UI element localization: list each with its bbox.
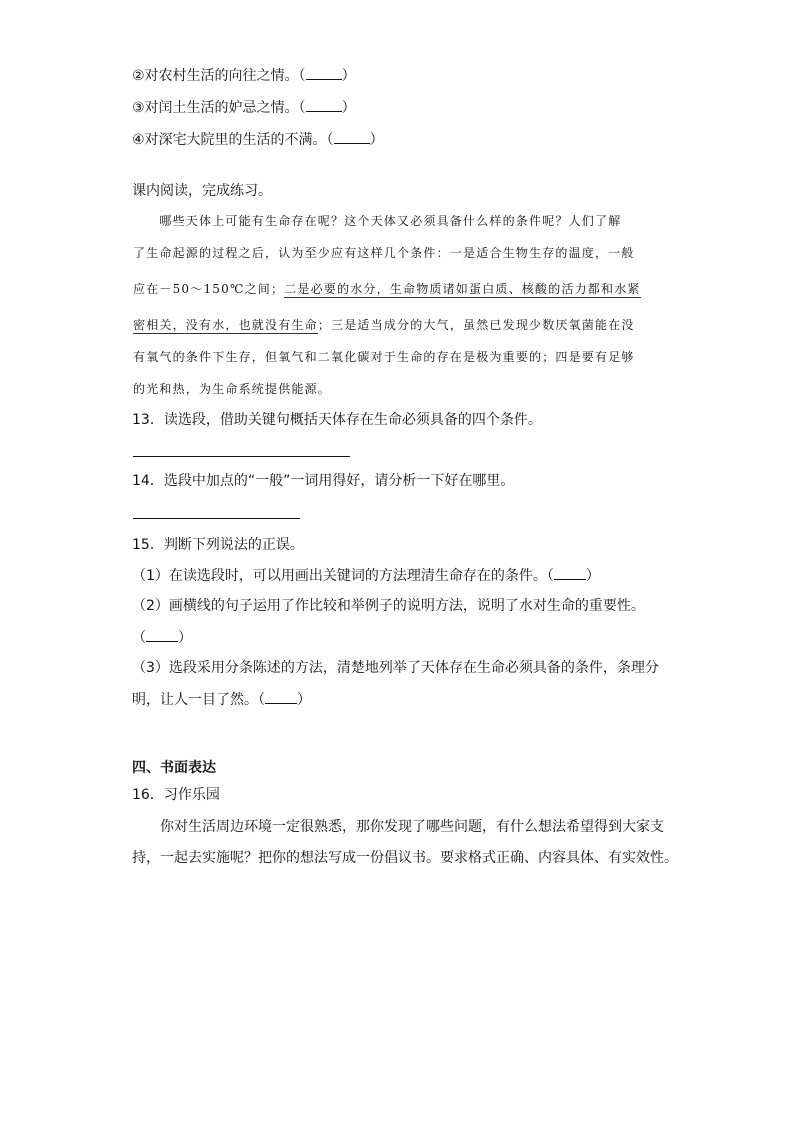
q12-item-2 [132, 66, 356, 85]
statement-3-text: 明，让人一目了然。（ [132, 692, 265, 708]
passage-line-3 [133, 281, 641, 297]
question-16-prompt-line-2: 持，一起去实施呢？把你的想法写成一份倡议书。要求格式正确、内容具体、有实效性。 [132, 850, 678, 866]
passage-line-3-a: 应在－50～150℃之间； [133, 282, 285, 296]
passage-line-5: 有氧气的条件下生存，但氧气和二氧化碳对于生命的存在是极为重要的；四是要有足够 [133, 350, 635, 364]
bracket-close: ） [341, 100, 356, 116]
q12-item-4-text: ④对深宅大院里的生活的不满。（ [132, 132, 334, 148]
answer-blank[interactable] [146, 628, 178, 642]
q12-item-2-text: ②对农村生活的向往之情。（ [132, 68, 306, 84]
passage-line-4 [133, 317, 635, 333]
question-16: 16．习作乐园 [132, 787, 220, 803]
answer-blank[interactable] [265, 690, 297, 704]
question-14: 14．选段中加点的“一般”一词用得好，请分析一下好在哪里。 [132, 473, 515, 489]
q12-item-3-text: ③对闰土生活的妒忌之情。（ [132, 100, 306, 116]
question-15-statement-2-bracket [132, 628, 192, 647]
passage-line-1: 哪些天体上可能有生命存在呢？这个天体又必须具备什么样的条件呢？人们了解 [133, 214, 622, 228]
passage-line-4-b: ；三是适当成分的大气，虽然已发现少数厌氧菌能在没 [317, 318, 635, 332]
bracket-close: ） [369, 132, 384, 148]
answer-blank[interactable] [554, 566, 586, 580]
bracket-close: ） [178, 630, 192, 646]
answer-blank[interactable] [306, 66, 342, 80]
section-4-heading: 四、书面表达 [132, 760, 216, 776]
underlined-sentence-part-2: 密相关，没有水，也就没有生命 [133, 318, 318, 332]
bracket-close: ） [341, 68, 356, 84]
answer-line-14[interactable] [133, 518, 300, 519]
question-16-prompt-line-1: 你对生活周边环境一定很熟悉，那你发现了哪些问题，有什么想法希望得到大家支 [132, 819, 664, 835]
question-15-statement-3a: （3）选段采用分条陈述的方法，清楚地列举了天体存在生命必须具备的条件，条理分 [132, 660, 659, 676]
question-15-statement-3b [132, 690, 311, 709]
statement-1-text: （1）在读选段时，可以用画出关键词的方法理清生命存在的条件。（ [132, 568, 554, 584]
question-15-statement-2: （2）画横线的句子运用了作比较和举例子的说明方法，说明了水对生命的重要性。 [132, 598, 645, 614]
passage-line-6: 的光和热，为生命系统提供能源。 [133, 382, 332, 396]
question-15-title: 15．判断下列说法的正误。 [132, 537, 304, 553]
question-13: 13．读选段，借助关键句概括天体存在生命必须具备的四个条件。 [132, 412, 542, 428]
q12-item-4 [132, 130, 384, 149]
reading-intro: 课内阅读，完成练习。 [132, 183, 272, 199]
bracket-open: （ [132, 630, 146, 646]
passage-line-2: 了生命起源的过程之后，认为至少应有这样几个条件：一是适合生物生存的温度，一般 [133, 246, 635, 260]
answer-blank[interactable] [306, 98, 342, 112]
bracket-close: ） [297, 692, 311, 708]
question-15-statement-1 [132, 566, 600, 585]
q12-item-3 [132, 98, 356, 117]
bracket-close: ） [585, 568, 600, 584]
answer-blank[interactable] [334, 130, 370, 144]
answer-line-13[interactable] [133, 456, 350, 457]
underlined-sentence-part-1: 二是必要的水分，生命物质诸如蛋白质、核酸的活力都和水紧 [284, 282, 641, 296]
